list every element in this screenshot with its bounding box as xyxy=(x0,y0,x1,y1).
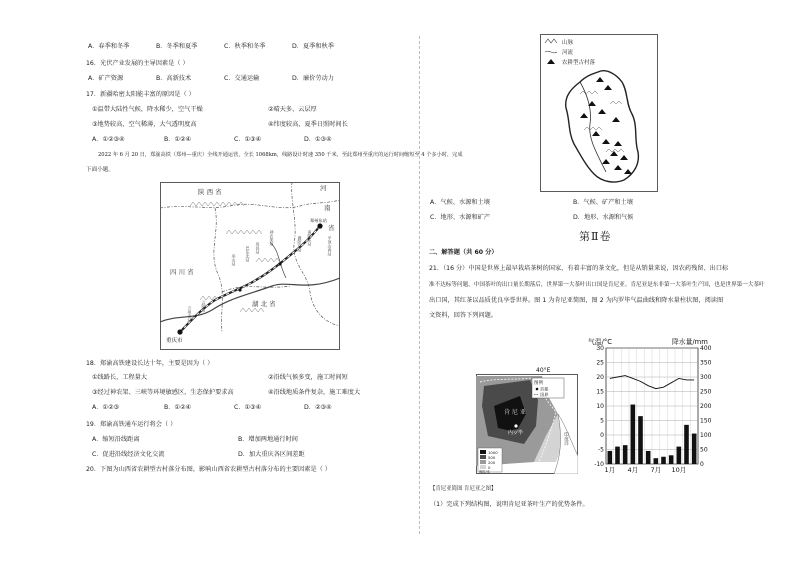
q21-sub-question-1: （1）完成下列结构图，说明肯尼亚茶叶生产的优势条件。 xyxy=(430,501,589,508)
passage-line-2: 下面小题。 xyxy=(86,167,114,173)
legend-village: 农耕型古村落 xyxy=(562,60,596,66)
q17-option-b[interactable]: B．①②④ xyxy=(164,136,192,143)
nairobi-climate-chart xyxy=(584,336,724,476)
passage-line-1: 2022 年 6 月 20 日，郑渝高铁（郑州—重庆）全线开通运营，全长 1068km，线路设计时速 350 千米，至此郑州至重庆的运行时间缩短至 4 个多小时，完成 xyxy=(98,152,463,158)
kenya-legend-title: 图例 xyxy=(534,381,543,386)
label-henan-3: 省 xyxy=(328,224,335,232)
q15-option-b[interactable]: B．冬季和夏季 xyxy=(156,43,198,50)
q17-option-c[interactable]: C．①③④ xyxy=(234,136,262,143)
right-tick-label: 350 xyxy=(700,359,712,367)
label-chongqing: 重庆市 xyxy=(166,338,183,344)
q21-line-2: 准不达标等问题，中国茶叶的出口量长期落后，世界第一大茶叶出口国是肯尼亚。肯尼亚是东非第一大茶叶生产国，也是世界第一大茶叶 xyxy=(429,282,765,288)
precipitation-bar xyxy=(608,451,613,464)
nairobi-label: 内罗毕 xyxy=(508,430,524,436)
indian-ocean-label: 印度洋 xyxy=(563,432,569,446)
right-tick-label: 200 xyxy=(700,403,712,410)
label-shaanxi: 陕 西 省 xyxy=(198,188,222,196)
x-tick-label: 1月 xyxy=(604,466,616,474)
column-divider xyxy=(419,36,420,534)
precipitation-bar xyxy=(638,416,643,464)
section-title: 第Ⅱ卷 xyxy=(579,230,612,243)
right-tick-label: 0 xyxy=(700,461,704,468)
chart-ylabel-left: 气温/°C xyxy=(588,338,613,346)
legend-mountain: 山脉 xyxy=(562,40,574,46)
q16-option-b[interactable]: B．高新技术 xyxy=(156,75,192,82)
q20-option-b[interactable]: B．气候、矿产和土壤 xyxy=(573,199,633,206)
q17-item-1: ①温带大陆性气候，降水稀少，空气干燥 xyxy=(92,106,203,113)
q18-item-3: ③经过神农架、三峡等环境敏感区，生态保护要求高 xyxy=(92,389,234,396)
elevation-0: 0 xyxy=(488,465,491,470)
precipitation-bar xyxy=(631,405,636,464)
q21-line-3: 出口国，其红茶以品质优良享誉世界。图 1 为肯尼亚简图，图 2 为内罗毕气温曲线和降水量柱状图，阅读图 xyxy=(429,297,724,304)
precipitation-bar xyxy=(669,455,674,464)
precipitation-bar xyxy=(692,434,697,464)
svg-text:巴东北站: 巴东北站 xyxy=(245,246,251,262)
q17-option-a[interactable]: A．①②③④ xyxy=(92,136,125,143)
precipitation-bar xyxy=(646,451,651,464)
q16-stem: 16．光伏产业发展的主导因素是（ ） xyxy=(86,60,189,67)
svg-text:南阳东站: 南阳东站 xyxy=(307,230,313,246)
elevation-500: 500 xyxy=(488,455,496,460)
label-sichuan: 四 川 省 xyxy=(170,268,194,276)
q18-item-2: ②沿线气候多变，施工时间短 xyxy=(268,374,348,381)
capital-legend-icon xyxy=(536,388,539,391)
zhengyu-railway-map xyxy=(160,182,340,350)
elevation-1000: 1000 xyxy=(488,450,498,455)
right-tick-label: 50 xyxy=(700,446,708,454)
elevation-200: 200 xyxy=(488,460,496,465)
precipitation-bar xyxy=(684,425,689,464)
precipitation-bar xyxy=(661,457,666,464)
q20-option-c[interactable]: C．地形、水源和矿产 xyxy=(430,214,491,221)
q18-option-d[interactable]: D．②③④ xyxy=(304,404,332,411)
q17-item-4: ④纬度较高，夏季日照时间长 xyxy=(268,121,348,128)
precipitation-bar xyxy=(654,458,659,464)
label-henan: 河 xyxy=(320,184,327,192)
x-tick-label: 4月 xyxy=(627,466,639,474)
left-tick-label: 30 xyxy=(596,345,604,352)
q16-option-a[interactable]: A．矿产资源 xyxy=(88,75,124,82)
kenya-legend-border: 国界 xyxy=(540,392,549,397)
kenya-country-label: 肯 尼 亚 xyxy=(504,409,526,416)
svg-text:巫山站: 巫山站 xyxy=(231,254,237,266)
svg-text:神农架站: 神农架站 xyxy=(269,230,275,246)
right-tick-label: 150 xyxy=(700,417,712,425)
q16-option-c[interactable]: C．交通运输 xyxy=(224,75,260,82)
q21-line-4: 文资料，回答下列问题。 xyxy=(429,312,498,319)
q20-option-d[interactable]: D．地形、水源和气候 xyxy=(573,214,634,221)
right-tick-label: 250 xyxy=(700,388,712,396)
shanxi-village-map xyxy=(540,34,658,192)
left-tick-label: 25 xyxy=(596,359,604,367)
svg-text:万州北站: 万州北站 xyxy=(187,306,193,322)
q18-option-b[interactable]: B．①②④ xyxy=(164,404,192,411)
q18-item-4: ④沿线地质条件复杂，施工难度大 xyxy=(268,389,361,396)
label-zhengzhou: 郑州东站 xyxy=(310,218,327,223)
left-tick-label: 5 xyxy=(600,417,604,425)
left-tick-label: 0 xyxy=(600,432,604,439)
left-tick-label: 10 xyxy=(596,403,604,410)
elevation-title: 海拔/米 xyxy=(479,470,490,474)
q20-option-a[interactable]: A．气候、水源和土壤 xyxy=(430,199,490,206)
right-tick-label: 100 xyxy=(700,432,712,439)
q19-option-d[interactable]: D．加大重庆各区间差距 xyxy=(238,451,305,458)
kenya-map xyxy=(476,366,578,474)
chart-ylabel-right: 降水量/mm xyxy=(672,338,708,346)
q17-stem: 17．新疆哈密太阳能丰富的原因是（ ） xyxy=(86,91,195,98)
q19-option-b[interactable]: B．增加两地通行时间 xyxy=(238,436,298,443)
right-tick-label: 300 xyxy=(700,374,712,381)
q15-option-d[interactable]: D．夏季和秋季 xyxy=(292,43,334,50)
q18-option-c[interactable]: C．①③④ xyxy=(234,404,262,411)
q19-option-a[interactable]: A．缩短沿线距离 xyxy=(92,436,140,443)
q20-stem: 20．下图为山西省农耕型古村落分布图，影响山西省农耕型古村落分布的主要因素是（ ） xyxy=(86,466,331,473)
x-tick-label: 7月 xyxy=(650,466,662,474)
q17-item-3: ③地势较高，空气稀薄，大气透明度高 xyxy=(92,121,197,128)
svg-text:平顶山西站: 平顶山西站 xyxy=(327,236,333,256)
precipitation-bar xyxy=(623,445,628,464)
nairobi-point xyxy=(514,424,517,427)
q21-line-1: 21．（16 分）中国是世界上最早栽培茶树的国家，有着丰富的茶文化，但是从销量来说，因农药残留、出口标 xyxy=(429,265,729,272)
q17-item-2: ②晴天多，云层厚 xyxy=(268,106,317,113)
svg-text:房县站: 房县站 xyxy=(255,242,261,254)
part-two-heading: 二、解答题（共 60 分） xyxy=(429,249,498,256)
kenya-legend-capital: 首都 xyxy=(540,386,549,392)
q15-option-c[interactable]: C．秋季和冬季 xyxy=(224,43,266,50)
label-hubei: 湖 北 省 xyxy=(252,300,276,308)
q16-option-d[interactable]: D．廉价劳动力 xyxy=(292,75,334,82)
q18-stem: 18．郑渝高铁建设长达十年，主要是因为（ ） xyxy=(86,360,214,367)
left-tick-label: 20 xyxy=(596,374,604,381)
q15-option-a[interactable]: A．春季和冬季 xyxy=(88,43,130,50)
svg-text:云阳站: 云阳站 xyxy=(201,300,207,312)
left-tick-label: -5 xyxy=(598,446,604,454)
q19-stem: 19．郑渝高铁通车运行将会（ ） xyxy=(86,421,177,428)
precipitation-bar xyxy=(615,447,620,464)
left-tick-label: -10 xyxy=(594,461,604,468)
q18-option-a[interactable]: A．①②③ xyxy=(92,404,120,411)
longitude-label: 40°E xyxy=(536,367,551,374)
q19-option-c[interactable]: C．促进沿线经济文化交流 xyxy=(92,451,165,458)
q17-option-d[interactable]: D．①③④ xyxy=(304,136,332,143)
right-tick-label: 400 xyxy=(700,345,712,352)
figure-caption: 【肯尼亚简图 肯尼亚之图】 xyxy=(430,486,497,492)
legend-river: 河流 xyxy=(562,50,574,56)
precipitation-bar xyxy=(677,447,682,464)
q18-item-1: ①线路长，工程量大 xyxy=(92,374,148,381)
svg-text:襄阳东站: 襄阳东站 xyxy=(297,236,303,252)
x-tick-label: 10月 xyxy=(671,466,687,474)
label-henan-2: 南 xyxy=(324,204,331,212)
left-tick-label: 15 xyxy=(596,388,604,396)
